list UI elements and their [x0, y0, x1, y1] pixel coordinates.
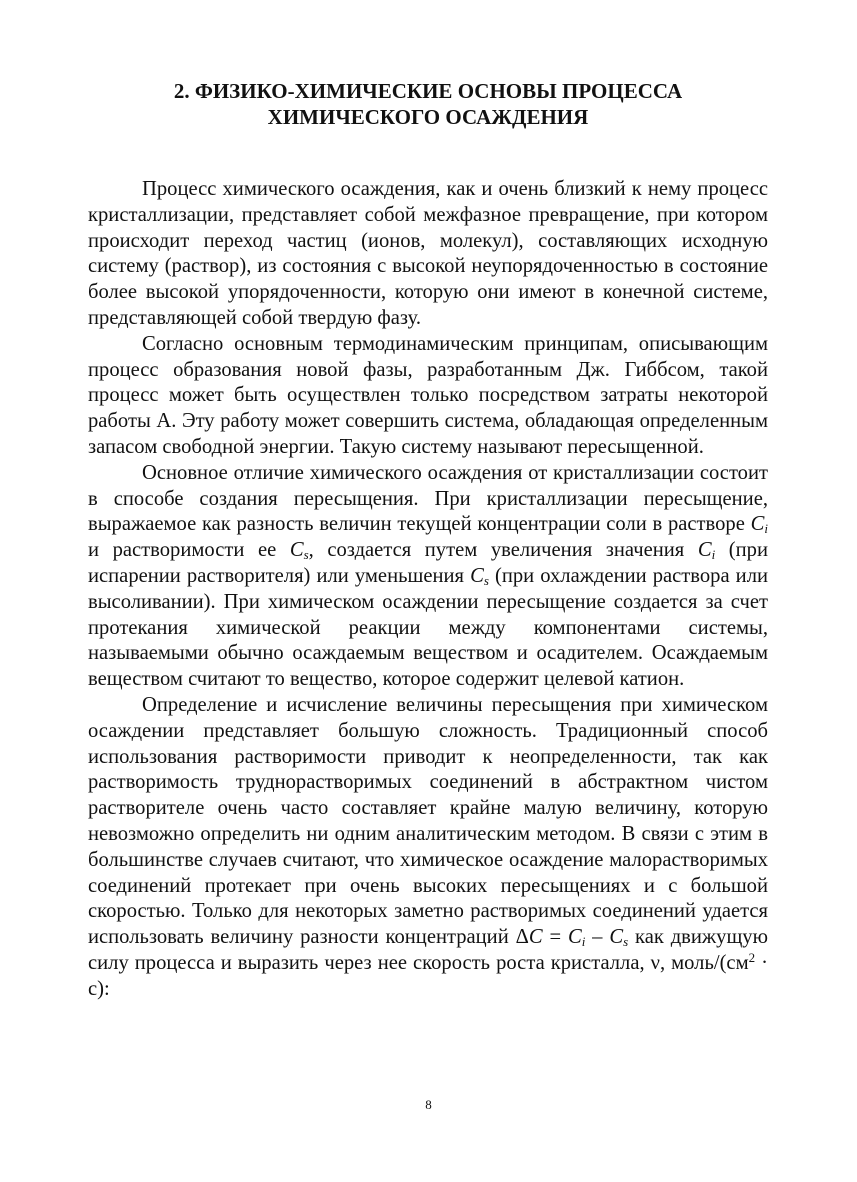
superscript-2: 2 — [748, 949, 756, 965]
variable-subscript-i: i — [581, 934, 586, 950]
paragraph-3-text-5: (при охлаждении раствора или высоливании). При химическом осаждении пересыщение создается за счет протекания химической реакции между компонентами системы, называемыми обычно осаждаемым веществом и осадителем. Осаждаемым веществом считают то вещество, которое содержит целевой катион. — [88, 564, 768, 691]
minus-sign: – — [585, 926, 610, 949]
page-number: 8 — [425, 1097, 432, 1112]
paragraph-3 — [88, 461, 768, 693]
paragraph-3-text-2: и растворимости ее — [88, 539, 290, 562]
body-text — [88, 177, 768, 1003]
variable-c-symbol: C — [750, 513, 765, 536]
section-heading — [88, 78, 768, 130]
paragraph-4-text-1: Определение и исчисление величины пересыщения при химическом осаждении представляет большую сложность. Традиционный способ использования растворимости приводит к неопределенности, так как растворимость труднорастворимых соединений в абстрактном чистом растворителе очень часто составляет крайне малую величину, которую невозможно определить ни одним аналитическим методом. В связи с этим в большинстве случаев считают, что химическое осаждение малорастворимых соединений протекает при очень высоких пересыщениях и с большой скоростью. Только для некоторых заметно растворимых соединений удается использовать величину разности концентраций — [88, 693, 768, 949]
variable-c-symbol: C — [697, 539, 712, 562]
document-page — [88, 78, 768, 1003]
delta-symbol: Δ — [515, 926, 529, 949]
variable-c-i — [568, 926, 585, 948]
equals-sign: = — [542, 926, 568, 949]
paragraph-4-text-2: как движущую силу процесса и выразить через нее скорость роста кристалла, ν, моль/(см — [88, 926, 768, 974]
paragraph-4-text-3: · с): — [88, 951, 768, 1000]
paragraph-4 — [88, 693, 768, 1003]
variable-c-symbol: C — [609, 926, 624, 949]
variable-c: C — [528, 926, 543, 949]
paragraph-3-text-1: Основное отличие химического осаждения от кристаллизации состоит в способе создания пересыщения. При кристаллизации пересыщение, выражаемое как разность величин текущей концентрации соли в растворе — [88, 461, 768, 536]
paragraph-2: Согласно основным термодинамическим принципам, описывающим процесс образования новой фазы, разработанным Дж. Гиббсом, такой процесс может быть осуществлен только посредством затраты некоторой работы А. Эту работу может совершить система, обладающая определенным запасом свободной энергии. Такую систему называют пересыщенной. — [88, 332, 768, 458]
paragraph-3-text-3: , создается путем увеличения значения — [308, 539, 698, 562]
variable-subscript-i: i — [764, 521, 768, 537]
variable-c-i — [751, 513, 768, 535]
variable-c-symbol: C — [289, 539, 304, 562]
paragraph-1: Процесс химического осаждения, как и очень близкий к нему процесс кристаллизации, представляет собой межфазное превращение, при котором происходит переход частиц (ионов, молекул), составляющих исходную систему (раствор), из состояния с высокой неупорядоченностью в состояние более высокой упорядоченности, которую они имеют в конечной системе, представляющей собой твердую фазу. — [88, 178, 768, 329]
variable-c-s — [290, 539, 309, 561]
section-heading-line-1: 2. ФИЗИКО-ХИМИЧЕСКИЕ ОСНОВЫ ПРОЦЕССА — [173, 79, 683, 103]
variable-c-i — [698, 539, 715, 561]
variable-c-symbol: C — [567, 926, 582, 949]
section-heading-line-2: ХИМИЧЕСКОГО ОСАЖДЕНИЯ — [267, 105, 589, 129]
variable-c-s — [470, 565, 489, 587]
paragraph-3-text-4: (при испарении растворителя) или уменьшения — [88, 539, 768, 587]
variable-subscript-i: i — [711, 547, 716, 563]
variable-subscript-s: s — [303, 547, 309, 563]
variable-subscript-s: s — [483, 572, 489, 588]
variable-c-symbol: C — [470, 564, 484, 587]
variable-c-s — [609, 926, 628, 948]
variable-subscript-s: s — [623, 934, 629, 950]
